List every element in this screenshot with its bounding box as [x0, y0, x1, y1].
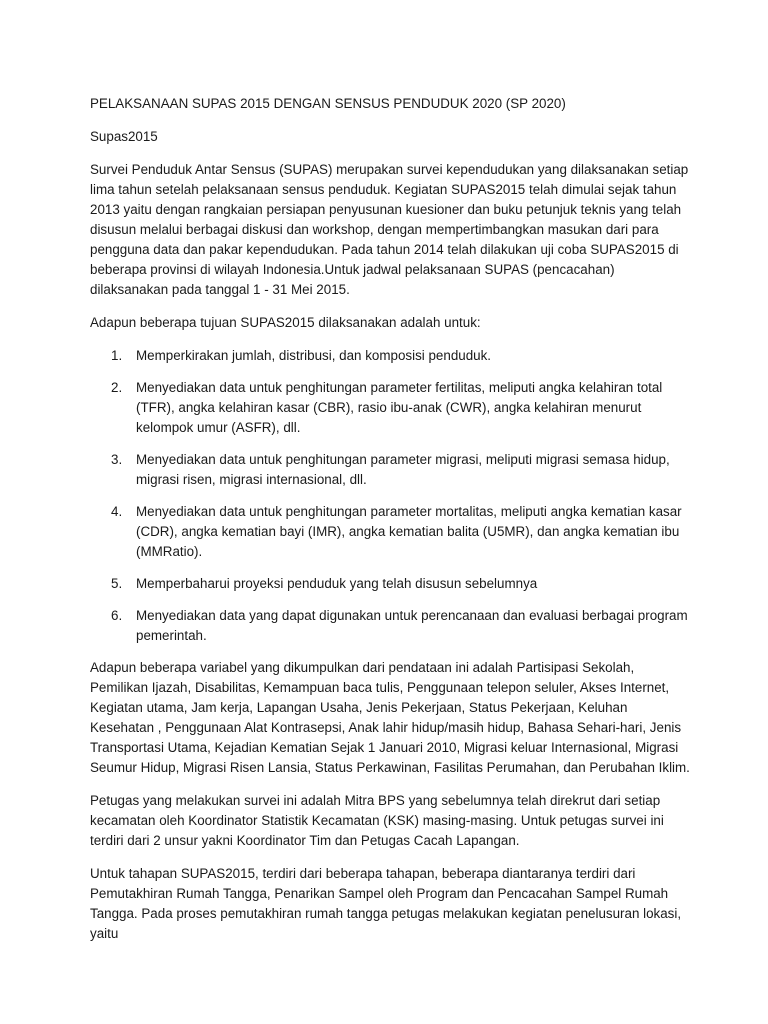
goals-intro: Adapun beberapa tujuan SUPAS2015 dilaksanakan adalah untuk: [90, 315, 481, 330]
list-number: 3. [111, 452, 123, 467]
list-number: 2. [111, 380, 123, 395]
list-text: Menyediakan data untuk penghitungan parameter migrasi, meliputi migrasi semasa hidup, migrasi risen, migrasi internasional, dll. [136, 452, 670, 487]
list-text: Menyediakan data untuk penghitungan parameter fertilitas, meliputi angka kelahiran total (TFR), angka kelahiran kasar (CBR), rasio ibu-anak (CWR), angka kelahiran menurut kelompok umur (ASFR), dll. [136, 380, 663, 435]
intro-paragraph: Survei Penduduk Antar Sensus (SUPAS) merupakan survei kependudukan yang dilaksanakan setiap lima tahun setelah pelaksanaan sensus penduduk. Kegiatan SUPAS2015 telah dimulai sejak tahun 2013 yaitu dengan rangkaian persiapan penyusunan kuesioner dan buku petunjuk teknis yang telah disusun melalui berbagai diskusi dan workshop, dengan mempertimbangkan masukan dari para pengguna data dan pakar kependudukan. Pada tahun 2014 telah dilakukan uji coba SUPAS2015 di beberapa provinsi di wilayah Indonesia.Untuk jadwal pelaksanaan SUPAS (pencacahan) dilaksanakan pada tanggal 1 - 31 Mei 2015. [90, 162, 689, 297]
list-number: 5. [111, 576, 123, 591]
list-number: 1. [111, 348, 123, 363]
list-item [90, 502, 690, 562]
list-item [90, 450, 690, 490]
list-text: Memperbaharui proyeksi penduduk yang telah disusun sebelumnya [136, 576, 538, 591]
list-text: Menyediakan data untuk penghitungan parameter mortalitas, meliputi angka kematian kasar (CDR), angka kematian bayi (IMR), angka kematian balita (U5MR), dan angka kematian ibu (MMRatio). [136, 504, 682, 559]
list-item [90, 574, 690, 594]
document-subtitle: Supas2015 [90, 129, 158, 144]
list-item [90, 606, 690, 646]
list-number: 6. [111, 608, 123, 623]
goals-list [90, 346, 690, 646]
document-page [90, 94, 690, 957]
list-number: 4. [111, 504, 123, 519]
stages-paragraph: Untuk tahapan SUPAS2015, terdiri dari beberapa tahapan, beberapa diantaranya terdiri dari Pemutakhiran Rumah Tangga, Penarikan Sampel oleh Program dan Pencacahan Sampel Rumah Tangga. Pada proses pemutakhiran rumah tangga petugas melakukan kegiatan penelusuran lokasi, yaitu [90, 866, 682, 941]
list-text: Menyediakan data yang dapat digunakan untuk perencanaan dan evaluasi berbagai program pemerintah. [136, 608, 688, 643]
variables-paragraph: Adapun beberapa variabel yang dikumpulkan dari pendataan ini adalah Partisipasi Sekolah, Pemilikan Ijazah, Disabilitas, Kemampuan baca tulis, Penggunaan telepon seluler, Akses Internet, Kegiatan utama, Jam kerja, Lapangan Usaha, Jenis Pekerjaan, Status Pekerjaan, Keluhan Kesehatan , Penggunaan Alat Kontrasepsi, Anak lahir hidup/masih hidup, Bahasa Sehari-hari, Jenis Transportasi Utama, Kejadian Kematian Sejak 1 Januari 2010, Migrasi keluar Internasional, Migrasi Seumur Hidup, Migrasi Risen Lansia, Status Perkawinan, Fasilitas Perumahan, dan Perubahan Iklim. [90, 660, 690, 775]
list-text: Memperkirakan jumlah, distribusi, dan komposisi penduduk. [136, 348, 492, 363]
list-item [90, 346, 690, 366]
list-item [90, 378, 690, 438]
document-title: PELAKSANAAN SUPAS 2015 DENGAN SENSUS PENDUDUK 2020 (SP 2020) [90, 96, 566, 111]
officers-paragraph: Petugas yang melakukan survei ini adalah Mitra BPS yang sebelumnya telah direkrut dari setiap kecamatan oleh Koordinator Statistik Kecamatan (KSK) masing-masing. Untuk petugas survei ini terdiri dari 2 unsur yakni Koordinator Tim dan Petugas Cacah Lapangan. [90, 793, 664, 848]
